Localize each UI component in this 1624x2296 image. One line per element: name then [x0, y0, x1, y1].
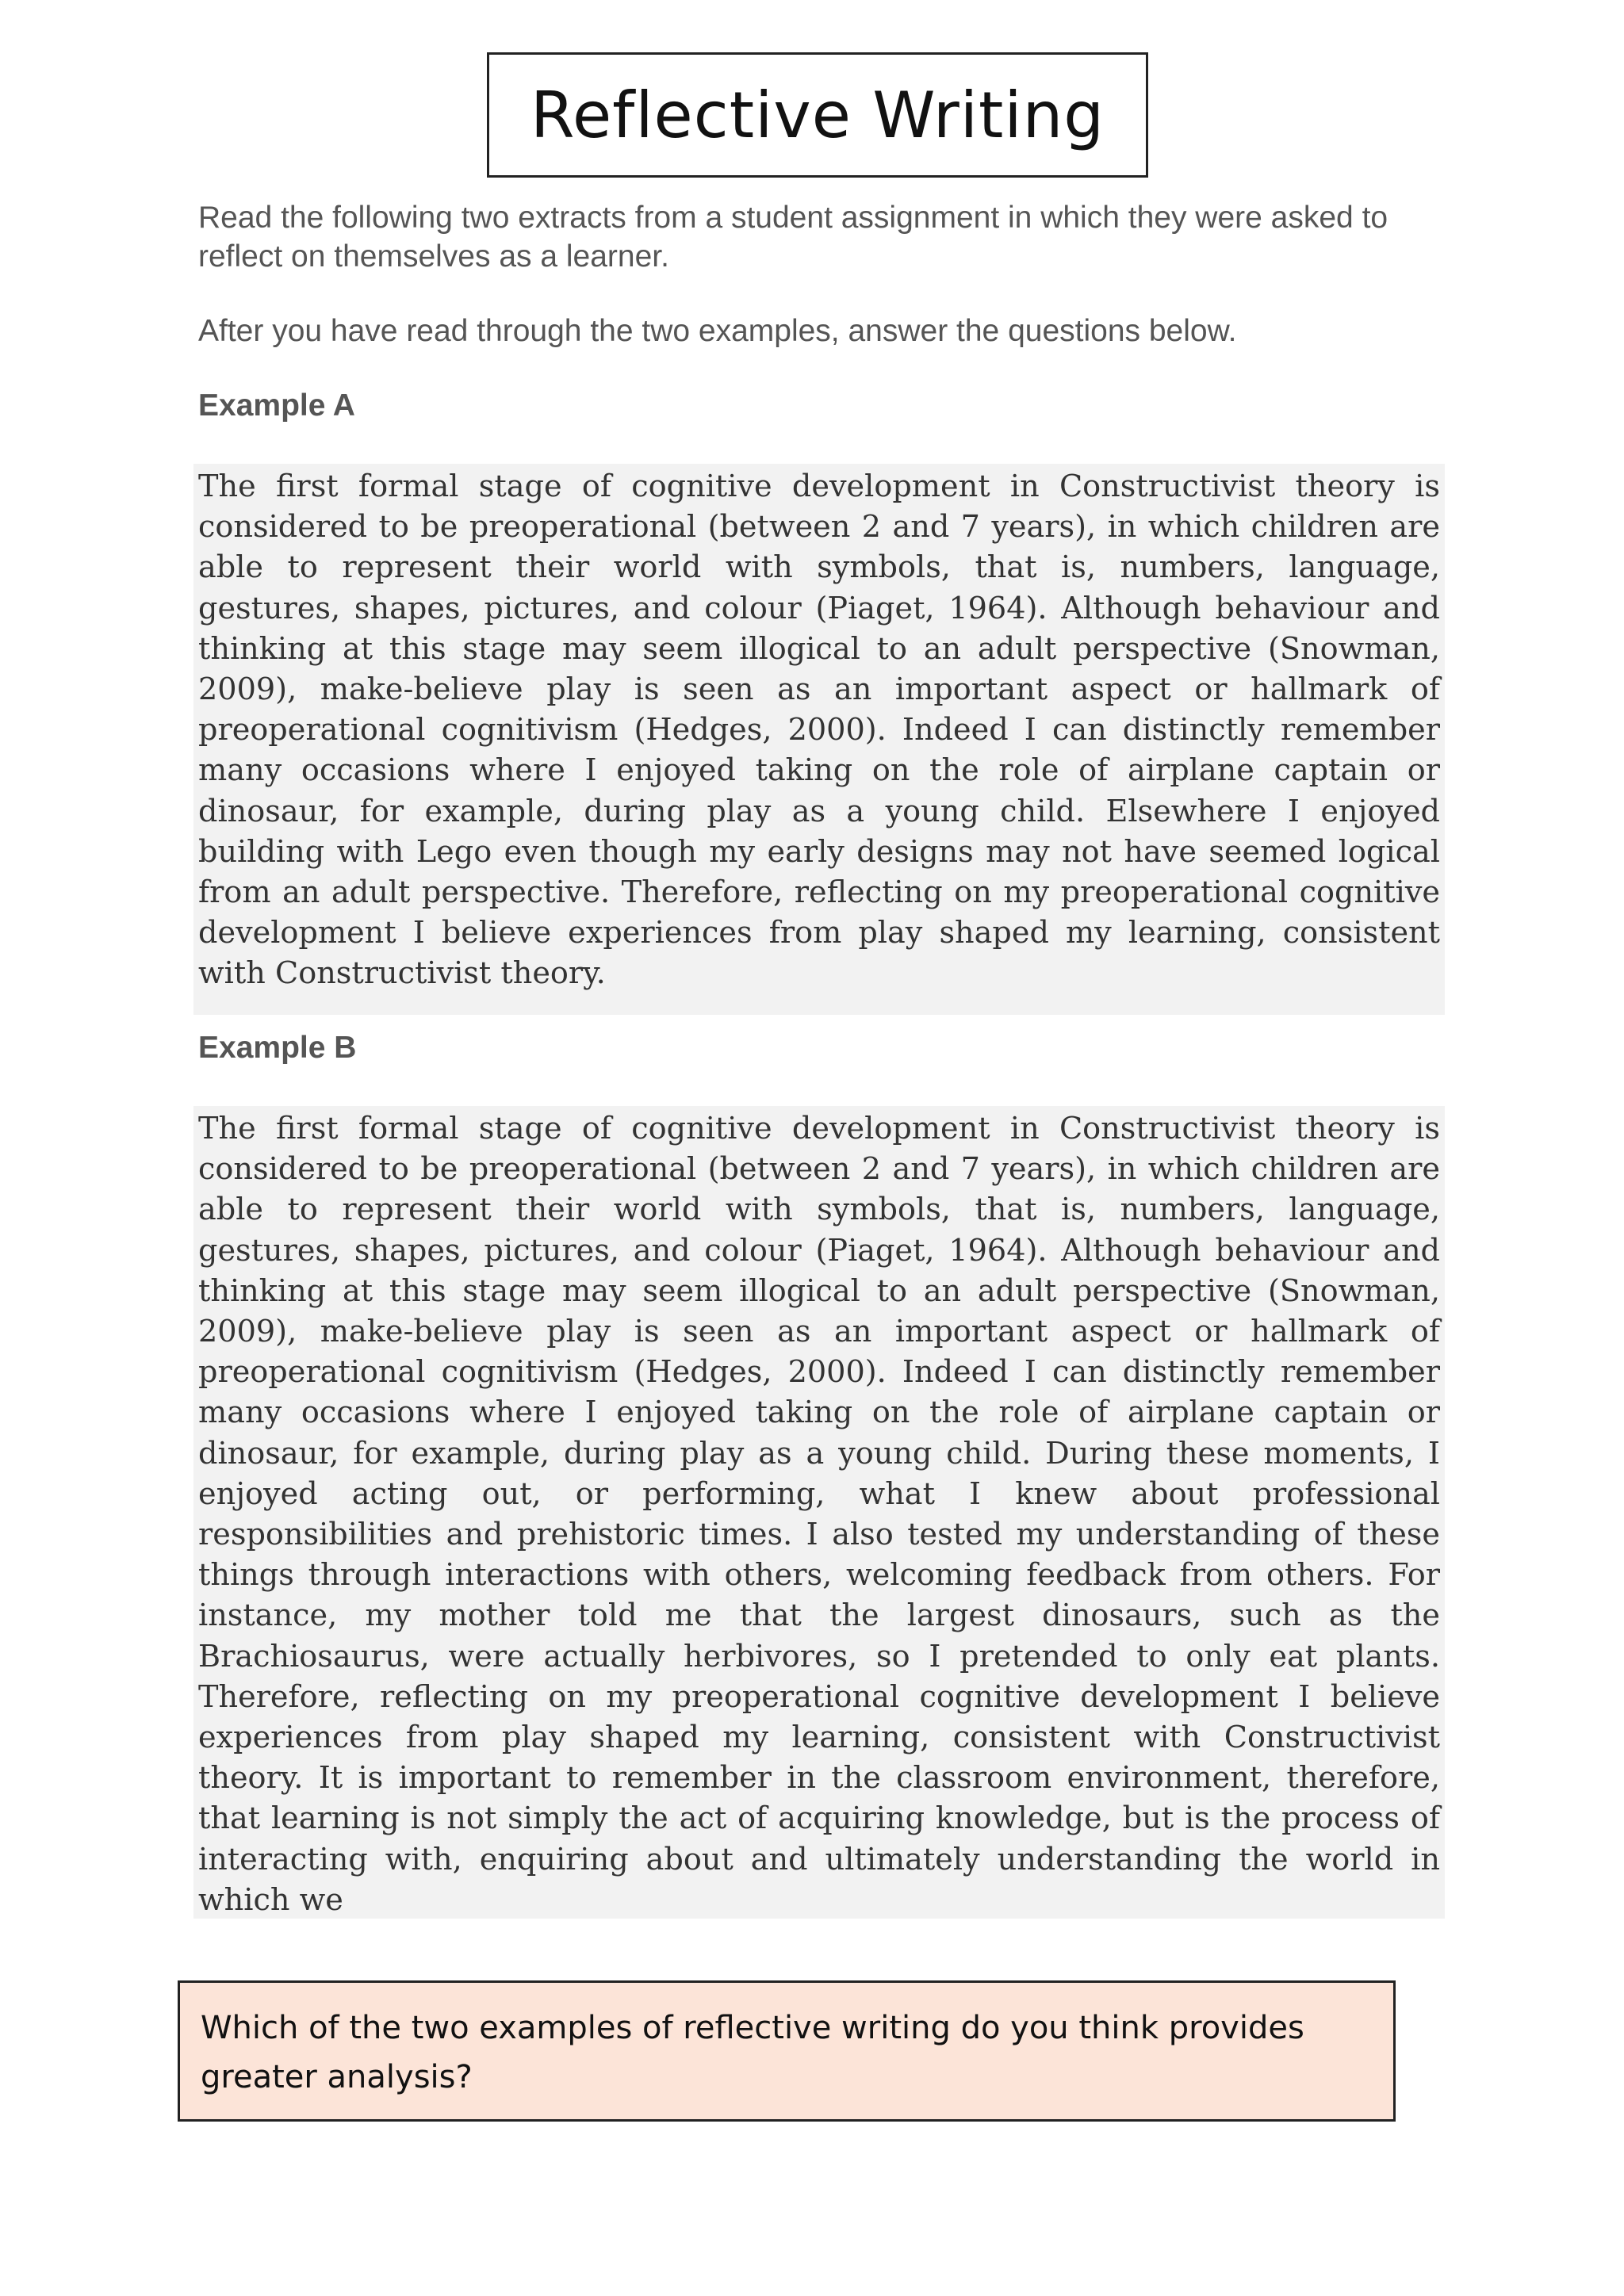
question-text: Which of the two examples of reflective writing do you think provides greater analysis?	[201, 2010, 1304, 2095]
example-a-extract	[193, 464, 1445, 1015]
intro-paragraph: Read the following two extracts from a student assignment in which they were asked to reflect on themselves as a learner.	[198, 201, 1388, 274]
title-box	[487, 52, 1148, 178]
question-box	[178, 1980, 1396, 2122]
example-a-heading: Example A	[198, 388, 355, 423]
example-b-text: The first formal stage of cognitive development in Constructivist theory is considered to be preoperational (between 2 and 7 years), in which children are able to represent their world with symbols, that is, numbers, language, gestures, shapes, pictures, and colour (Piaget, 1964). Although behaviour and thinking at this stage may seem illogical to an adult perspective (Snowman, 2009), make-believe play is seen as an important aspect or hallmark of preoperational cognitivism (Hedges, 2000). Indeed I can distinctly remember many occasions where I enjoyed taking on the role of airplane captain or dinosaur, for example, during play as a young child. During these moments, I enjoyed acting out, or performing, what I knew about professional responsibilities and prehistoric times. I also tested my understanding of these things through interactions with others, welcoming feedback from others. For instance, my mother told me that the largest dinosaurs, such as the Brachiosaurus, were actually herbivores, so I pretended to only eat plants. Therefore, reflecting on my preoperational cognitive development I believe experiences from play shaped my learning, consistent with Constructivist theory. It is important to remember in the classroom environment, therefore, that learning is not simply the act of acquiring knowledge, but is the process of interacting with, enquiring about and ultimately understanding the world in which we	[198, 1112, 1440, 1918]
example-b-extract	[193, 1106, 1445, 1919]
page-title: Reflective Writing	[530, 78, 1105, 152]
example-b-heading: Example B	[198, 1031, 357, 1065]
example-a-text: The first formal stage of cognitive development in Constructivist theory is considered to be preoperational (between 2 and 7 years), in which children are able to represent their world with symbols, that is, numbers, language, gestures, shapes, pictures, and colour (Piaget, 1964). Although behaviour and thinking at this stage may seem illogical to an adult perspective (Snowman, 2009), make-believe play is seen as an important aspect or hallmark of preoperational cognitivism (Hedges, 2000). Indeed I can distinctly remember many occasions where I enjoyed taking on the role of airplane captain or dinosaur, for example, during play as a young child. Elsewhere I enjoyed building with Lego even though my early designs may not have seemed logical from an adult perspective. Therefore, reflecting on my preoperational cognitive development I believe experiences from play shaped my learning, consistent with Constructivist theory.	[198, 469, 1440, 992]
instructions-paragraph: After you have read through the two examples, answer the questions below.	[198, 314, 1237, 348]
